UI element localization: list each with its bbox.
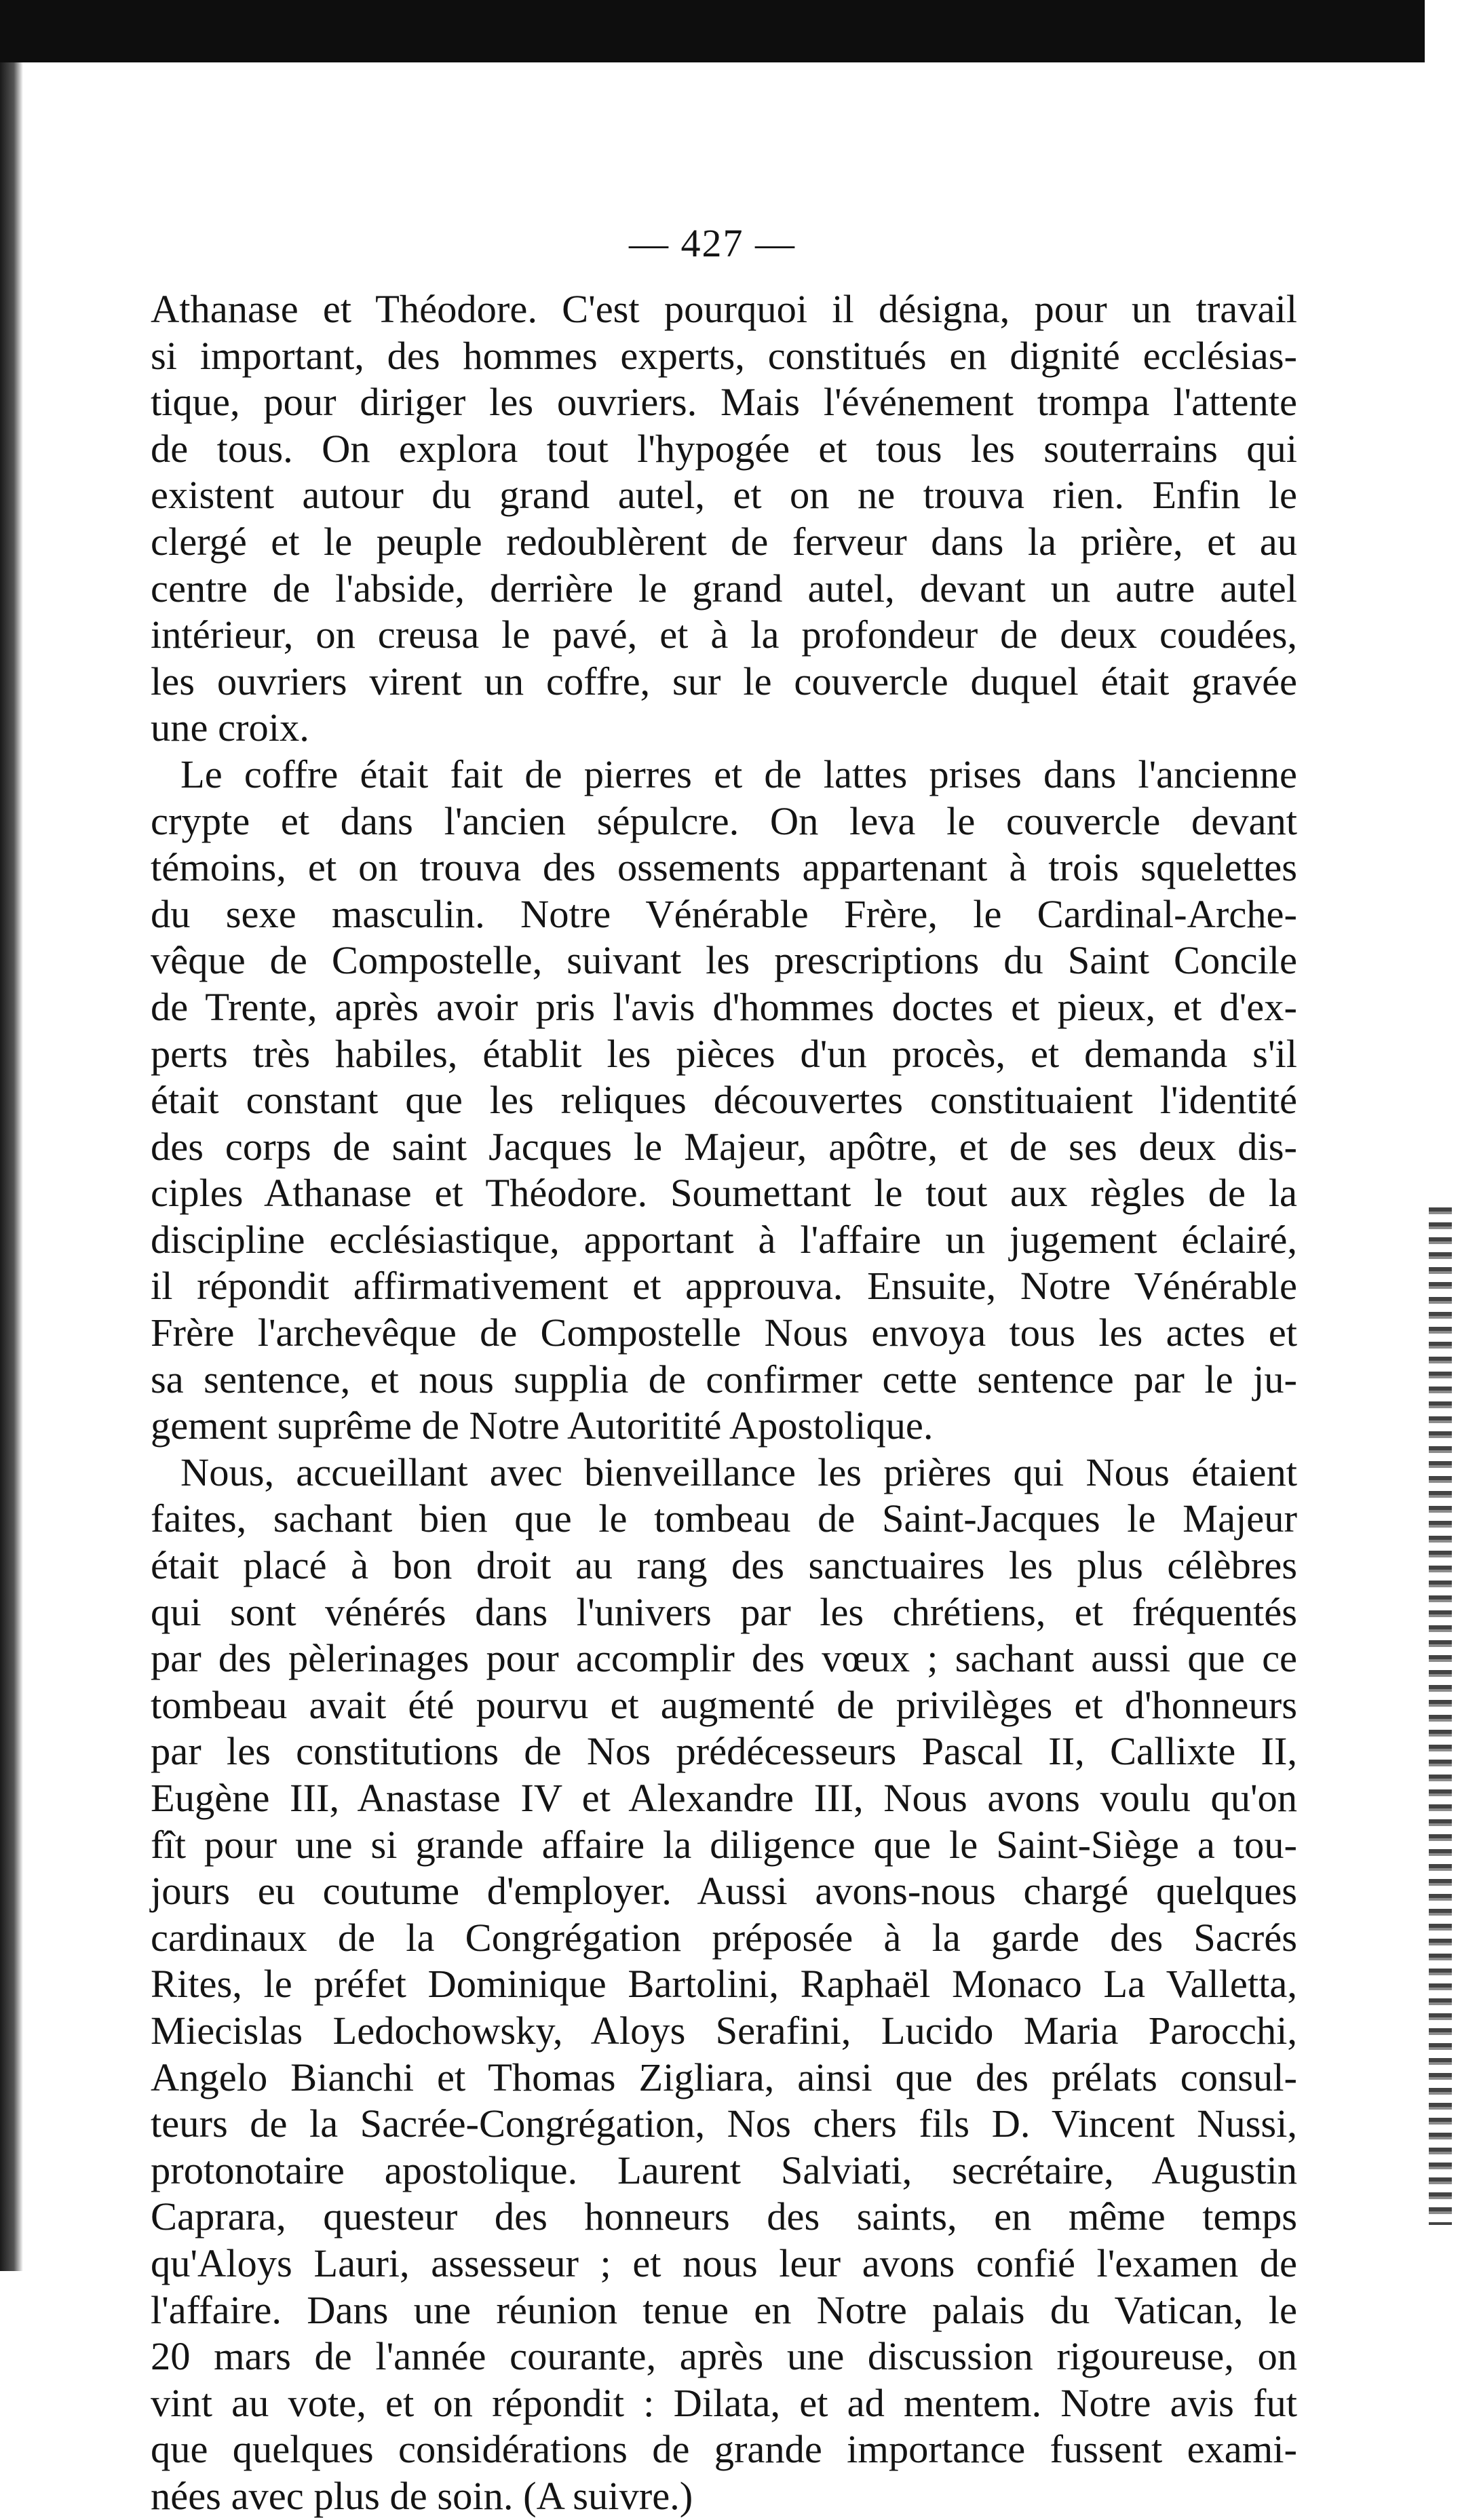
scan-left-edge bbox=[0, 62, 23, 2271]
text-line: faites, sachant bien que le tombeau de Saint-Jacques le Majeur bbox=[151, 1496, 1297, 1541]
text-line: était constant que les reliques découvertes constituaient l'identité bbox=[151, 1078, 1297, 1123]
text-line: l'affaire. Dans une réunion tenue en Notre palais du Vatican, le bbox=[151, 2287, 1297, 2332]
text-line: Frère l'archevêque de Compostelle Nous envoya tous les actes et bbox=[151, 1311, 1297, 1355]
text-line: par les constitutions de Nos prédécesseurs Pascal II, Callixte II, bbox=[151, 1729, 1297, 1774]
text-line: de tous. On explora tout l'hypogée et tous les souterrains qui bbox=[151, 426, 1297, 471]
text-line: sa sentence, et nous supplia de confirmer cette sentence par le ju- bbox=[151, 1357, 1297, 1401]
text-line: par des pèlerinages pour accomplir des vœux ; sachant aussi que ce bbox=[151, 1636, 1297, 1681]
text-line: ciples Athanase et Théodore. Soumettant le tout aux règles de la bbox=[151, 1171, 1297, 1216]
text-line: Caprara, questeur des honneurs des saints, en même temps bbox=[151, 2194, 1297, 2239]
text-line: de Trente, après avoir pris l'avis d'hommes doctes et pieux, et d'ex- bbox=[151, 984, 1297, 1029]
text-line: Le coffre était fait de pierres et de lattes prises dans l'ancienne bbox=[180, 752, 1297, 796]
text-line: intérieur, on creusa le pavé, et à la profondeur de deux coudées, bbox=[151, 613, 1297, 657]
text-line: vint au vote, et on répondit : Dilata, et ad mentem. Notre avis fut bbox=[151, 2380, 1297, 2425]
text-line: les ouvriers virent un coffre, sur le couvercle duquel était gravée bbox=[151, 659, 1297, 703]
text-line: témoins, et on trouva des ossements appartenant à trois squelettes bbox=[151, 845, 1297, 890]
text-line: protonotaire apostolique. Laurent Salviati, secrétaire, Augustin bbox=[151, 2148, 1297, 2192]
text-line: qui sont vénérés dans l'univers par les chrétiens, et fréquentés bbox=[151, 1589, 1297, 1634]
text-line: Eugène III, Anastase IV et Alexandre III, Nous avons voulu qu'on bbox=[151, 1776, 1297, 1820]
text-line: du sexe masculin. Notre Vénérable Frère, le Cardinal-Arche- bbox=[151, 891, 1297, 936]
text-line: 20 mars de l'année courante, après une discussion rigoureuse, on bbox=[151, 2334, 1297, 2379]
text-line: était placé à bon droit au rang des sanctuaires les plus célèbres bbox=[151, 1543, 1297, 1588]
text-line: vêque de Compostelle, suivant les prescriptions du Saint Concile bbox=[151, 938, 1297, 983]
text-line: tique, pour diriger les ouvriers. Mais l'événement trompa l'attente bbox=[151, 380, 1297, 425]
text-line: Athanase et Théodore. C'est pourquoi il désigna, pour un travail bbox=[151, 287, 1297, 331]
text-line: tombeau avait été pourvu et augmenté de privilèges et d'honneurs bbox=[151, 1682, 1297, 1727]
text-line: teurs de la Sacrée-Congrégation, Nos chers fils D. Vincent Nussi, bbox=[151, 2101, 1297, 2146]
text-line: gement suprême de Notre Autoritité Apostolique. bbox=[151, 1403, 934, 1448]
text-line: discipline ecclésiastique, apportant à l'affaire un jugement éclairé, bbox=[151, 1217, 1297, 1262]
text-line: jours eu coutume d'employer. Aussi avons-nous chargé quelques bbox=[151, 1869, 1297, 1914]
text-line: Miecislas Ledochowsky, Aloys Serafini, Lucido Maria Parocchi, bbox=[151, 2008, 1297, 2053]
scan-top-border bbox=[0, 0, 1425, 62]
scan-right-edge-noise bbox=[1429, 1207, 1452, 2225]
text-line: il répondit affirmativement et approuva. Ensuite, Notre Vénérable bbox=[151, 1264, 1297, 1309]
text-line: que quelques considérations de grande importance fussent exami- bbox=[151, 2427, 1297, 2472]
text-line: Nous, accueillant avec bienveillance les prières qui Nous étaient bbox=[180, 1450, 1297, 1494]
text-line: perts très habiles, établit les pièces d'un procès, et demanda s'il bbox=[151, 1031, 1297, 1076]
text-line: crypte et dans l'ancien sépulcre. On leva le couvercle devant bbox=[151, 798, 1297, 843]
text-line: fît pour une si grande affaire la diligence que le Saint-Siège a tou- bbox=[151, 1822, 1297, 1867]
text-line: des corps de saint Jacques le Majeur, apôtre, et de ses deux dis- bbox=[151, 1124, 1297, 1169]
page-number: — 427 — bbox=[629, 221, 796, 265]
text-line: existent autour du grand autel, et on ne trouva rien. Enfin le bbox=[151, 473, 1297, 518]
text-line: Angelo Bianchi et Thomas Zigliara, ainsi que des prélats consul- bbox=[151, 2055, 1297, 2099]
text-line: cardinaux de la Congrégation préposée à la garde des Sacrés bbox=[151, 1915, 1297, 1960]
text-line: qu'Aloys Lauri, assesseur ; et nous leur avons confié l'examen de bbox=[151, 2241, 1297, 2285]
text-line: si important, des hommes experts, constitués en dignité ecclésias- bbox=[151, 333, 1297, 378]
text-line: clergé et le peuple redoublèrent de ferveur dans la prière, et au bbox=[151, 519, 1297, 564]
text-line: Rites, le préfet Dominique Bartolini, Raphaël Monaco La Valletta, bbox=[151, 1962, 1297, 2007]
text-line: une croix. bbox=[151, 705, 309, 750]
body-text bbox=[151, 286, 1297, 2520]
text-line: nées avec plus de soin. (A suivre.) bbox=[151, 2473, 693, 2518]
text-line: centre de l'abside, derrière le grand autel, devant un autre autel bbox=[151, 566, 1297, 610]
